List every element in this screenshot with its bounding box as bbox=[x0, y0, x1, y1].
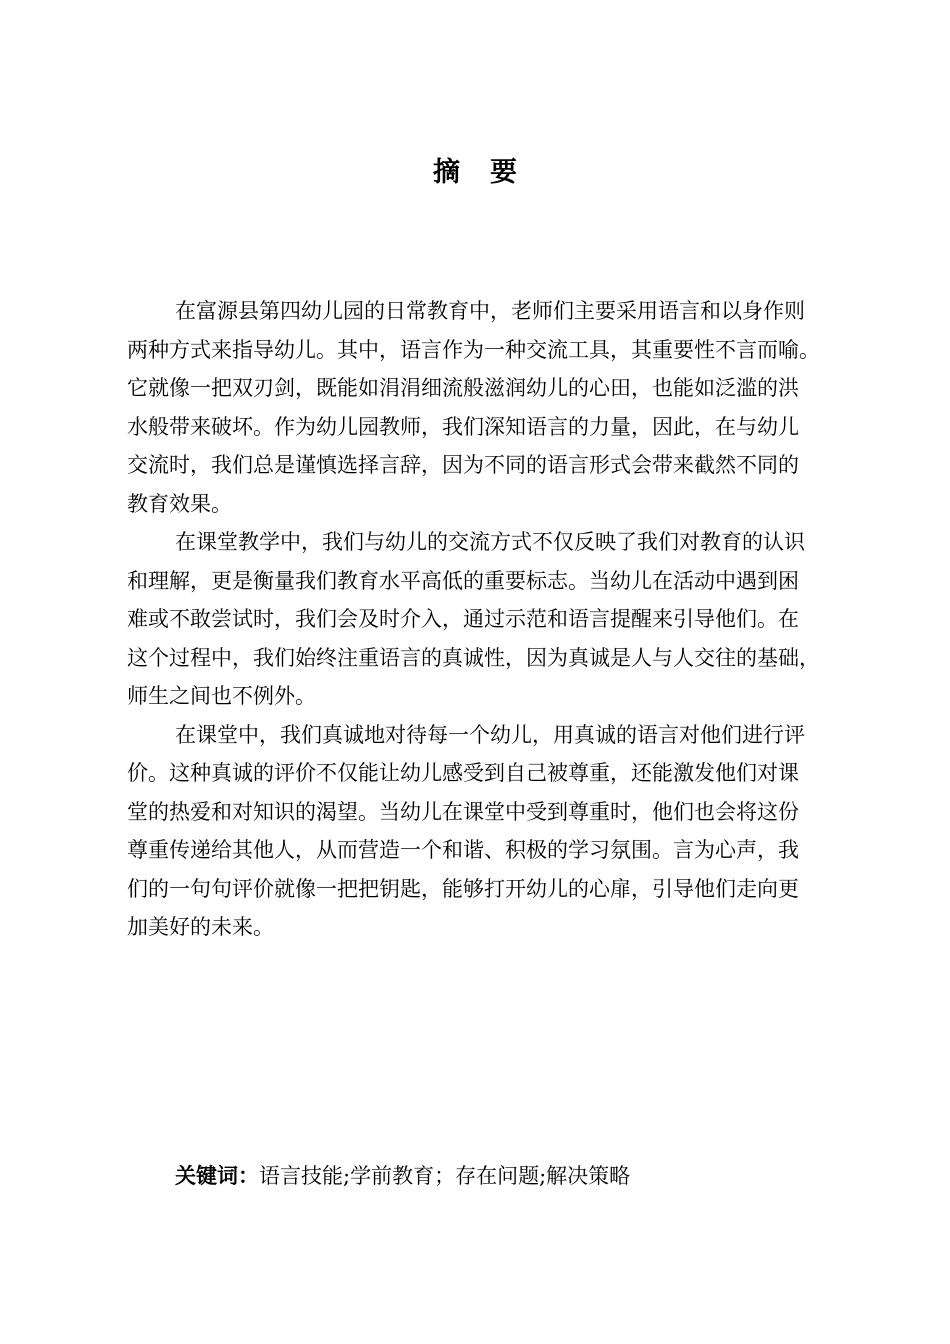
abstract-title bbox=[0, 150, 950, 189]
paragraph-line: 价。这种真诚的评价不仅能让幼儿感受到自己被尊重，还能激发他们对课 bbox=[127, 761, 799, 785]
paragraph-line: 水般带来破坏。作为幼儿园教师，我们深知语言的力量，因此，在与幼儿 bbox=[127, 414, 799, 439]
keywords-line bbox=[175, 1158, 630, 1194]
paragraph-line: 在富源县第四幼儿园的日常教育中，老师们主要采用语言和以身作则 bbox=[175, 299, 805, 323]
paragraph-line: 难或不敢尝试时，我们会及时介入，通过示范和语言提醒来引导他们。在 bbox=[127, 607, 799, 631]
paragraph-line: 它就像一把双刃剑，既能如涓涓细流般滋润幼儿的心田，也能如泛滥的洪 bbox=[127, 376, 799, 400]
paragraph-line: 师生之间也不例外。 bbox=[127, 684, 316, 708]
keywords-value: 语言技能;学前教育；存在问题;解决策略 bbox=[259, 1164, 631, 1188]
abstract-paragraph-1 bbox=[127, 292, 877, 523]
paragraph-line: 这个过程中，我们始终注重语言的真诚性，因为真诚是人与人交往的基础， bbox=[127, 645, 820, 670]
paragraph-line: 尊重传递给其他人，从而营造一个和谐、积极的学习氛围。言为心声，我 bbox=[127, 838, 799, 862]
paragraph-line: 加美好的未来。 bbox=[127, 915, 274, 939]
paragraph-line: 在课堂教学中，我们与幼儿的交流方式不仅反映了我们对教育的认识 bbox=[175, 530, 805, 554]
title-char-1: 摘 bbox=[433, 157, 460, 188]
paragraph-line: 两种方式来指导幼儿。其中，语言作为一种交流工具，其重要性不言而喻。 bbox=[127, 337, 820, 362]
paragraph-line: 在课堂中，我们真诚地对待每一个幼儿，用真诚的语言对他们进行评 bbox=[175, 722, 805, 747]
paragraph-line: 和理解，更是衡量我们教育水平高低的重要标志。当幼儿在活动中遇到困 bbox=[127, 568, 799, 593]
paragraph-line: 教育效果。 bbox=[127, 491, 232, 516]
title-char-2: 要 bbox=[490, 157, 517, 188]
paragraph-line: 交流时，我们总是谨慎选择言辞，因为不同的语言形式会带来截然不同的 bbox=[127, 453, 799, 477]
abstract-paragraph-3 bbox=[127, 716, 877, 947]
keywords-label: 关键词： bbox=[175, 1164, 259, 1188]
paragraph-line: 堂的热爱和对知识的渴望。当幼儿在课堂中受到尊重时，他们也会将这份 bbox=[127, 799, 799, 824]
paragraph-line: 们的一句句评价就像一把把钥匙，能够打开幼儿的心扉，引导他们走向更 bbox=[127, 876, 799, 901]
abstract-paragraph-2 bbox=[127, 523, 877, 716]
abstract-body bbox=[127, 292, 877, 947]
